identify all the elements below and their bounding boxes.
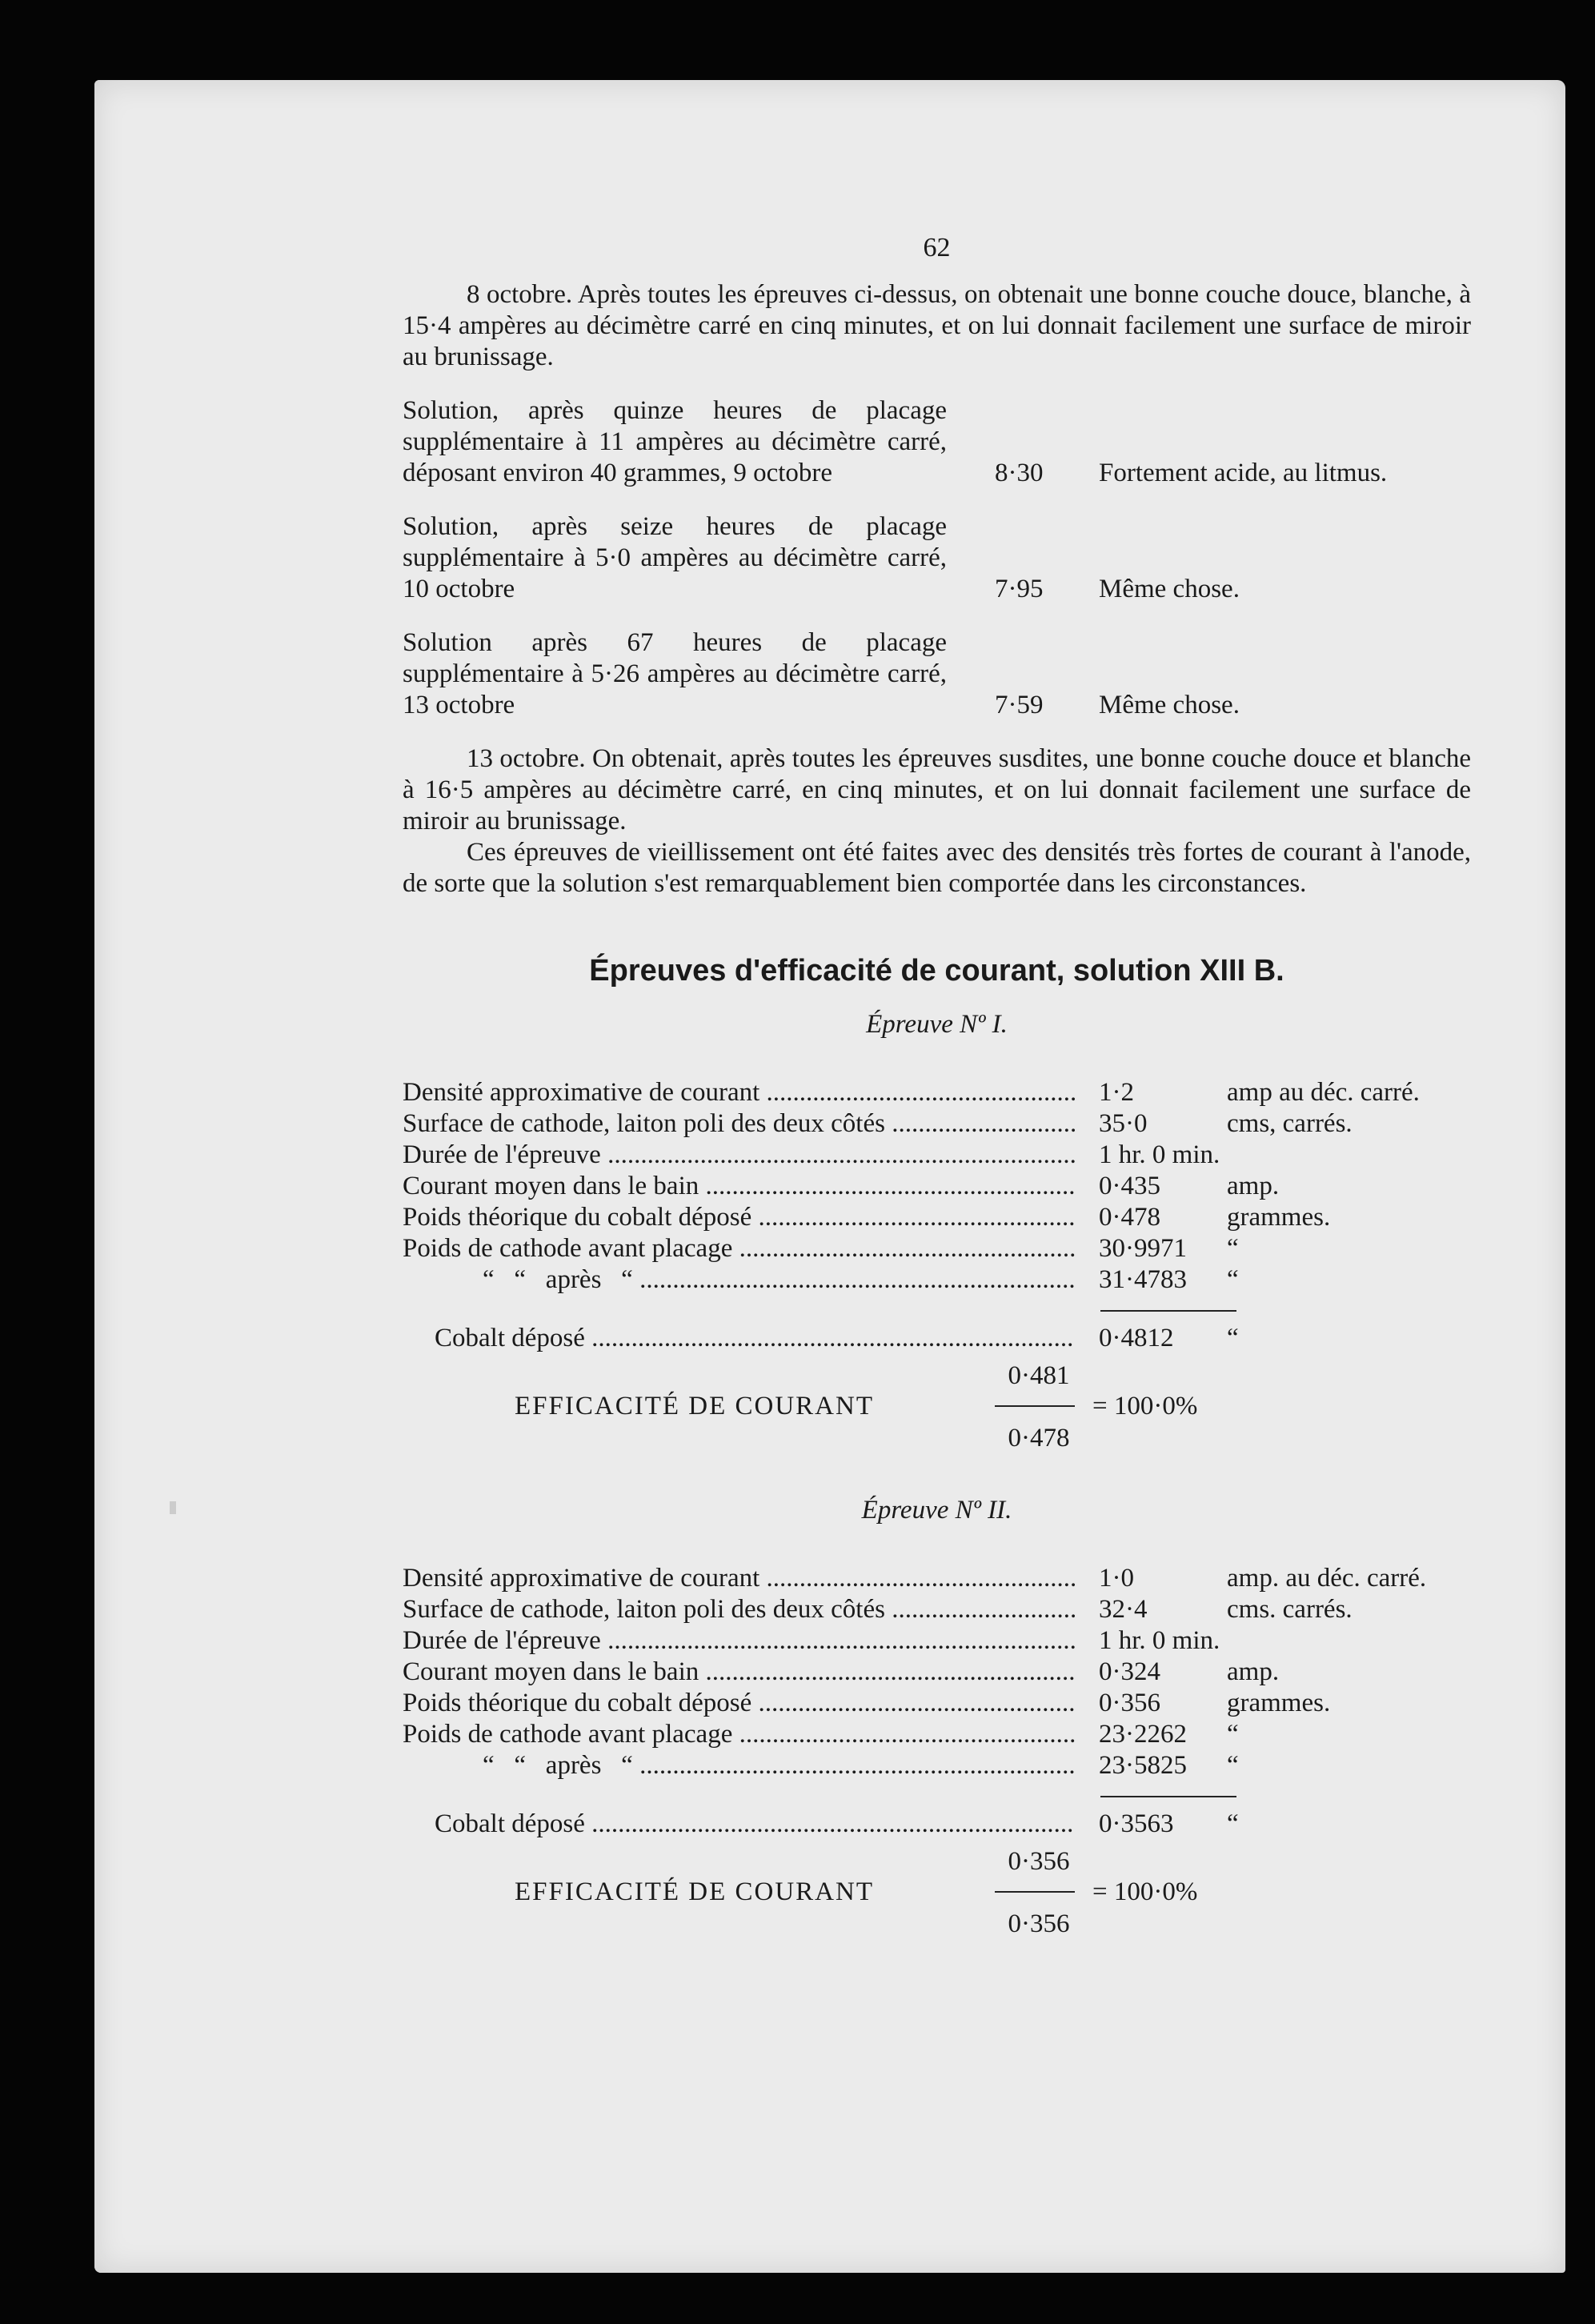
row-unit: amp au déc. carré. (1227, 1078, 1420, 1107)
row-value: 1·0 (1099, 1564, 1134, 1593)
table-row (403, 1719, 1471, 1750)
efficiency-denominator: 0·478 (1008, 1424, 1070, 1452)
row-label: Durée de l'épreuve ..... (403, 1140, 1075, 1171)
row-unit: grammes. (1227, 1689, 1331, 1717)
row-value: 0·324 (1099, 1657, 1160, 1686)
solution-row (403, 511, 1471, 605)
cobalt-row (403, 1323, 1471, 1354)
test-title: Épreuve Nº I. (866, 1010, 1008, 1039)
cobalt-row (403, 1809, 1471, 1840)
row-value: 35·0 (1099, 1109, 1148, 1138)
row-unit: “ (1227, 1265, 1239, 1294)
row-value: 1 hr. 0 min. (1099, 1626, 1220, 1655)
row-unit: amp. (1227, 1172, 1280, 1200)
row-unit: “ (1227, 1720, 1239, 1749)
row-label: Durée de l'épreuve ..... (403, 1625, 1075, 1657)
paragraph-8-octobre: 8 octobre. Après toutes les épreuves ci-dessus, on obtenait une bonne couche douce, blanche, à 15·4 ampères au décimètre carré en cinq minutes, et on lui donnait facilement une surface de miroir au brunissage. (403, 280, 1471, 371)
row-label: Courant moyen dans le bain ..... (403, 1171, 1075, 1202)
solution-note: Même chose. (1099, 691, 1240, 719)
solution-note: Même chose. (1099, 575, 1240, 603)
row-value: 23·5825 (1099, 1751, 1187, 1780)
row-unit: cms, carrés. (1227, 1109, 1353, 1138)
solution-value: 7·95 (995, 575, 1044, 603)
table-row (403, 1264, 1471, 1296)
efficiency-formula (403, 1360, 1471, 1455)
table-row (403, 1563, 1471, 1594)
table-row (403, 1171, 1471, 1202)
solution-value: 7·59 (995, 691, 1044, 719)
margin-mark (170, 1501, 176, 1514)
row-value: 23·2262 (1099, 1720, 1187, 1749)
row-value: 30·9971 (1099, 1234, 1187, 1263)
cobalt-label: Cobalt déposé ..... (403, 1323, 1075, 1354)
page-number: 62 (923, 233, 951, 262)
table-row (403, 1594, 1471, 1625)
efficiency-formula (403, 1846, 1471, 1941)
table-row (403, 1625, 1471, 1657)
sum-rule (1100, 1310, 1236, 1312)
efficiency-result: = 100·0% (1092, 1392, 1198, 1420)
row-label: Courant moyen dans le bain ..... (403, 1657, 1075, 1688)
cobalt-unit: “ (1227, 1809, 1239, 1838)
row-label: “ “ après “ ..... (403, 1750, 1075, 1781)
solution-note: Fortement acide, au litmus. (1099, 459, 1388, 487)
efficiency-numerator: 0·481 (1008, 1361, 1070, 1390)
solution-text: Solution après 67 heures de placage supplémentaire à 5·26 ampères au décimètre carré, 13 octobre (403, 628, 947, 719)
solution-text: Solution, après quinze heures de placage supplémentaire à 11 ampères au décimètre carré, déposant environ 40 grammes, 9 octobre (403, 396, 947, 487)
paragraph-13-octobre: 13 octobre. On obtenait, après toutes les épreuves susdites, une bonne couche douce et blanche à 16·5 ampères au décimètre carré, en cinq minutes, et on lui donnait facilement une surface de miroir au brunissage. (403, 744, 1471, 835)
row-value: 0·478 (1099, 1203, 1160, 1232)
row-label: Poids de cathode avant placage ..... (403, 1719, 1075, 1750)
efficiency-denominator: 0·356 (1008, 1909, 1070, 1938)
section-title: Épreuves d'efficacité de courant, solution XIII B. (589, 954, 1284, 988)
sum-rule (1100, 1796, 1236, 1797)
row-label: Surface de cathode, laiton poli des deux côtés ..... (403, 1108, 1075, 1140)
table-row (403, 1688, 1471, 1719)
row-unit: amp. (1227, 1657, 1280, 1686)
row-label: Densité approximative de courant ..... (403, 1077, 1075, 1108)
test-title: Épreuve Nº II. (861, 1496, 1012, 1525)
table-row (403, 1140, 1471, 1171)
efficiency-numerator: 0·356 (1008, 1847, 1070, 1876)
row-value: 32·4 (1099, 1595, 1148, 1624)
row-unit: cms. carrés. (1227, 1595, 1353, 1624)
solution-text: Solution, après seize heures de placage supplémentaire à 5·0 ampères au décimètre carré, 10 octobre (403, 512, 947, 603)
row-label: Surface de cathode, laiton poli des deux côtés ..... (403, 1594, 1075, 1625)
paragraph-vieillissement: Ces épreuves de vieillissement ont été faites avec des densités très fortes de courant à l'anode, de sorte que la solution s'est remarquablement bien comportée dans les circonstances. (403, 838, 1471, 898)
efficiency-result: = 100·0% (1092, 1877, 1198, 1906)
efficiency-label: EFFICACITÉ DE COURANT (515, 1877, 875, 1906)
row-value: 0·435 (1099, 1172, 1160, 1200)
cobalt-value: 0·3563 (1099, 1809, 1174, 1838)
row-unit: “ (1227, 1234, 1239, 1263)
row-value: 1 hr. 0 min. (1099, 1140, 1220, 1169)
row-value: 0·356 (1099, 1689, 1160, 1717)
efficiency-label: EFFICACITÉ DE COURANT (515, 1392, 875, 1420)
row-unit: grammes. (1227, 1203, 1331, 1232)
row-label: Poids théorique du cobalt déposé ..... (403, 1688, 1075, 1719)
solution-row (403, 395, 1471, 489)
cobalt-unit: “ (1227, 1324, 1239, 1352)
fraction-bar (995, 1891, 1075, 1893)
table-row (403, 1657, 1471, 1688)
row-label: Poids de cathode avant placage ..... (403, 1233, 1075, 1264)
row-value: 1·2 (1099, 1078, 1134, 1107)
cobalt-label: Cobalt déposé ..... (403, 1809, 1075, 1840)
solution-value: 8·30 (995, 459, 1044, 487)
row-label: Densité approximative de courant ..... (403, 1563, 1075, 1594)
table-row (403, 1750, 1471, 1781)
row-label: Poids théorique du cobalt déposé ..... (403, 1202, 1075, 1233)
table-row (403, 1233, 1471, 1264)
test-table (403, 1077, 1471, 1455)
table-row (403, 1077, 1471, 1108)
solution-row (403, 627, 1471, 721)
row-unit: “ (1227, 1751, 1239, 1780)
cobalt-value: 0·4812 (1099, 1324, 1174, 1352)
test-table (403, 1563, 1471, 1941)
table-row (403, 1202, 1471, 1233)
fraction-bar (995, 1405, 1075, 1407)
table-row (403, 1108, 1471, 1140)
row-value: 31·4783 (1099, 1265, 1187, 1294)
row-label: “ “ après “ ..... (403, 1264, 1075, 1296)
document-page (403, 232, 1471, 1941)
row-unit: amp. au déc. carré. (1227, 1564, 1427, 1593)
